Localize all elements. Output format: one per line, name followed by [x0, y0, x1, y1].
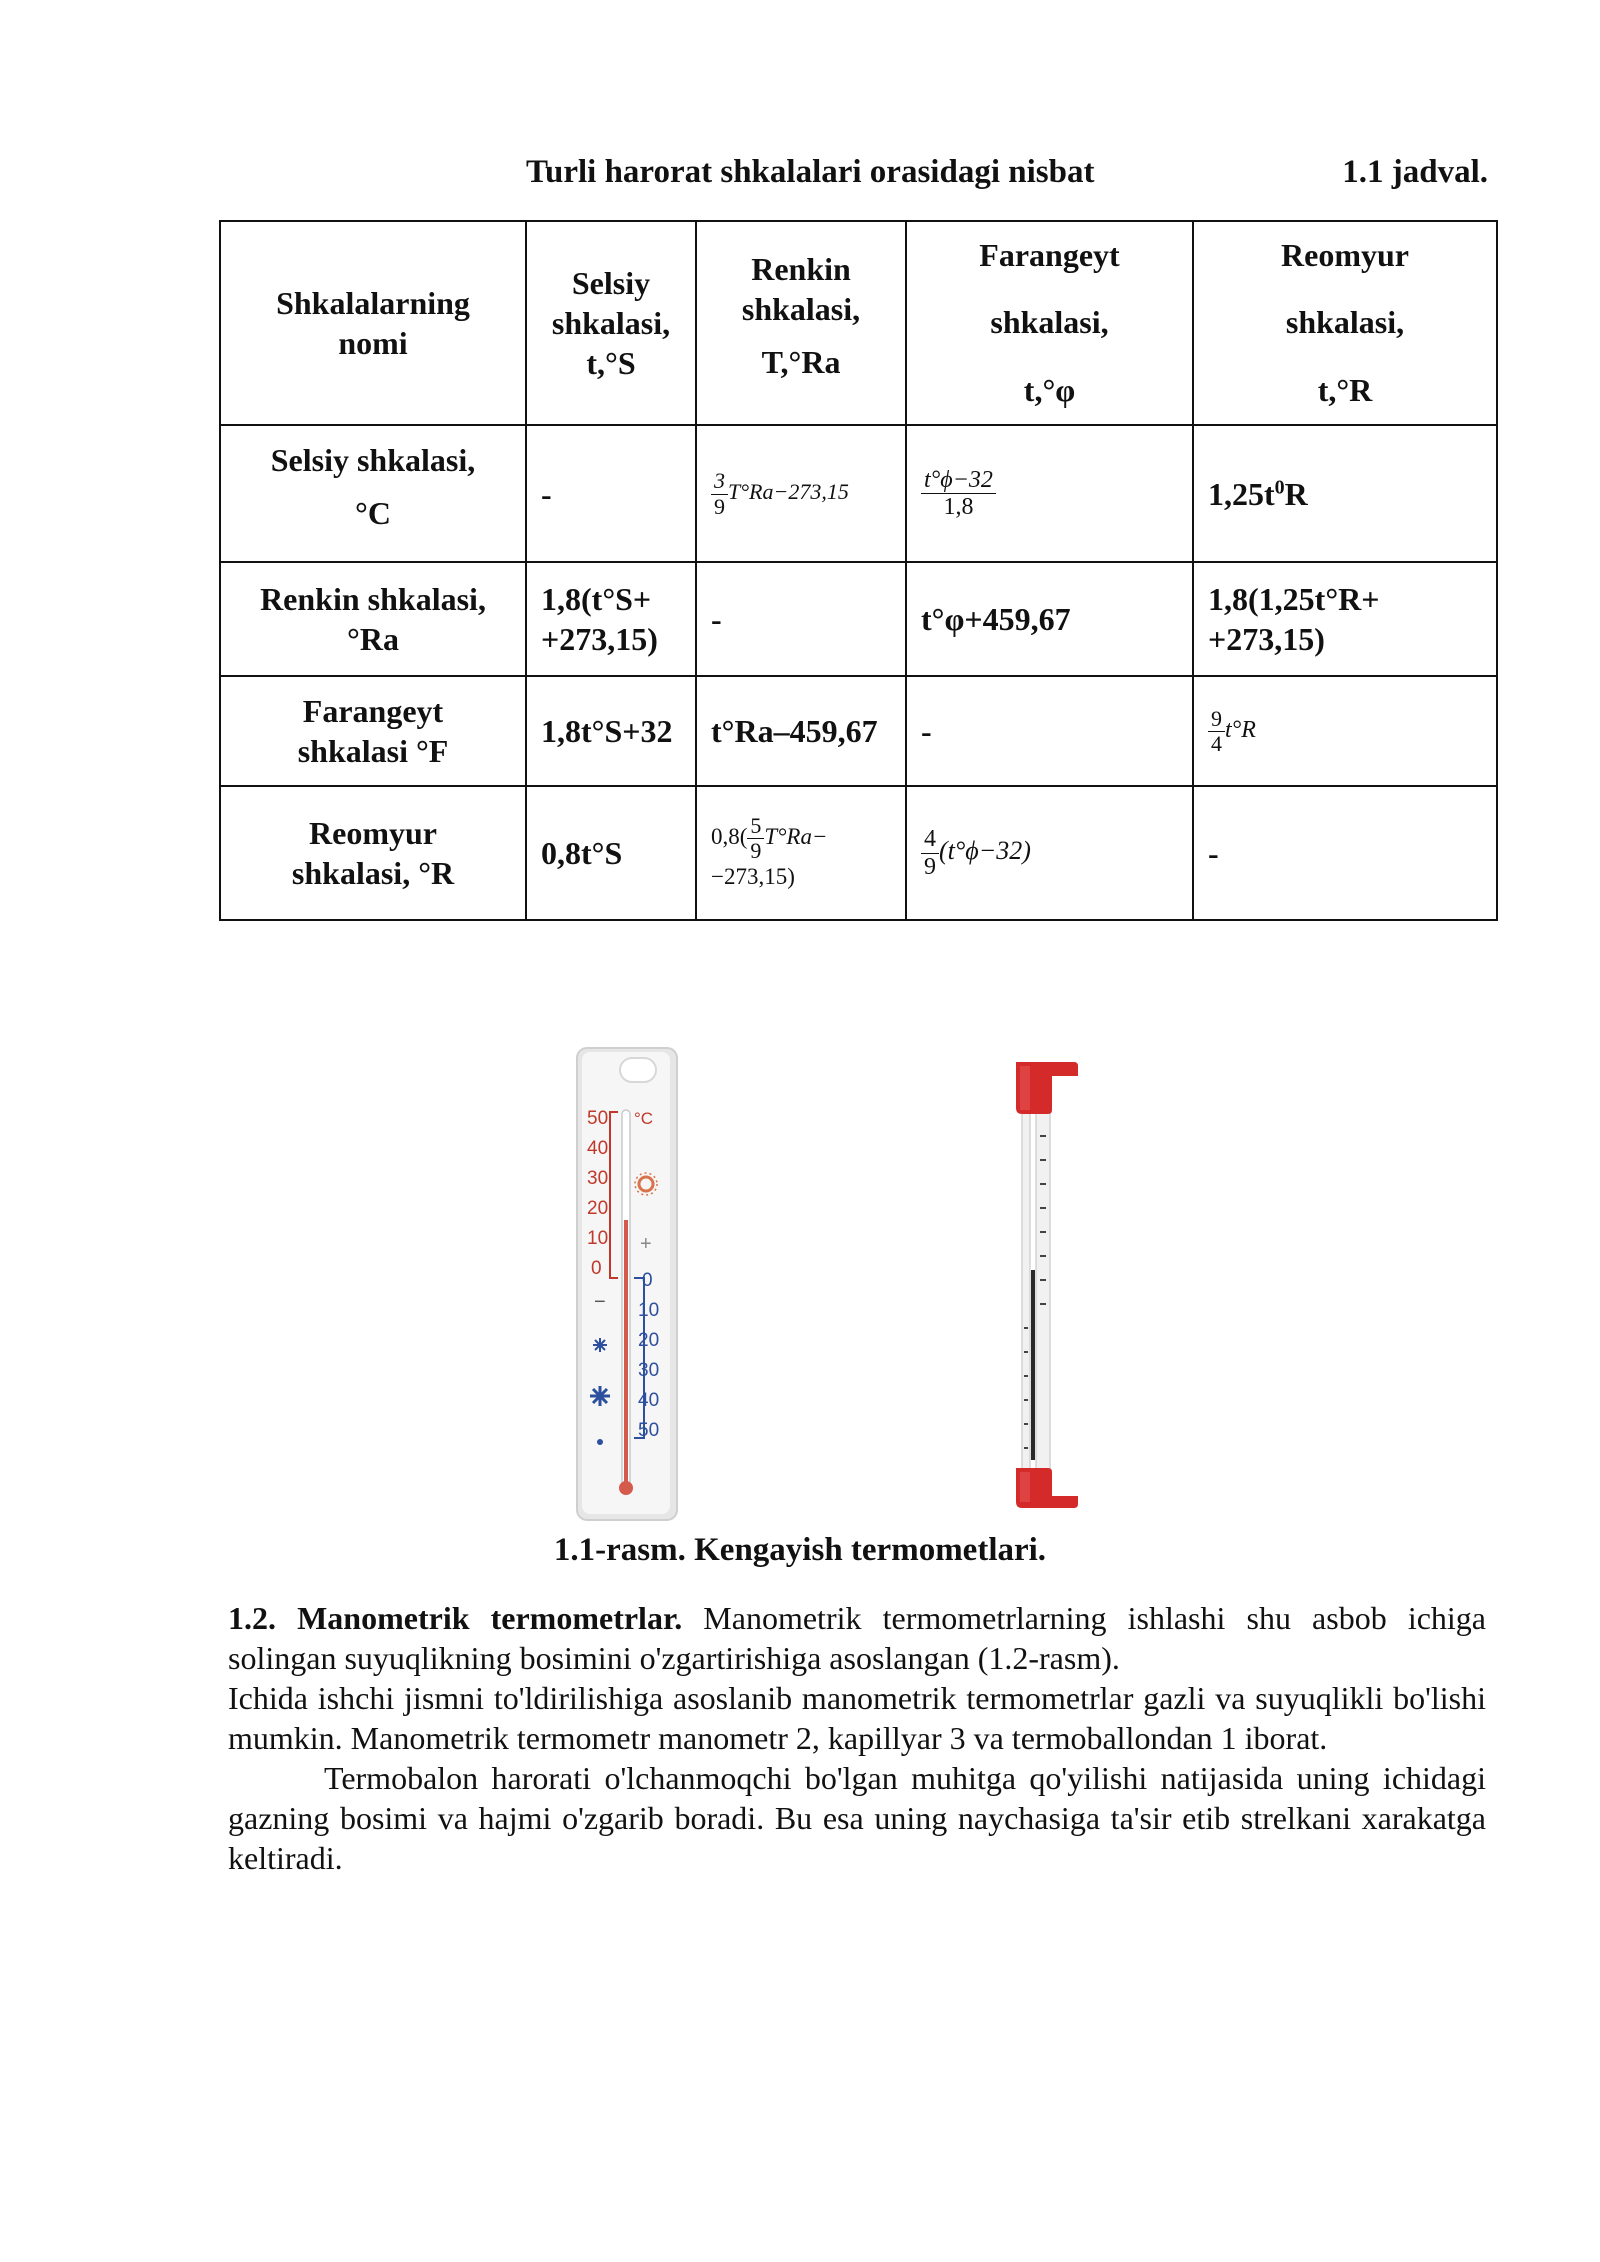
plus-sign: +: [640, 1233, 652, 1255]
body-text: [228, 1598, 1486, 1878]
snowflake-large-icon: [590, 1386, 610, 1406]
conversion-table: [219, 220, 1498, 921]
cell-reomyur-selsiy: 0,8t°S: [526, 786, 696, 920]
cold-dot-icon: [597, 1439, 603, 1445]
left-upper-tick: 50: [587, 1108, 609, 1129]
table-row: [220, 562, 1497, 676]
left-lower-tick: 20: [638, 1330, 660, 1351]
cell-farangeyt-reomyur: $\frac{9}{4}$ t°R: [1193, 676, 1497, 786]
table-caption: [220, 150, 1488, 200]
figure-caption: 1.1-rasm. Kengayish termometlari.: [553, 1532, 1047, 1568]
row-name-selsiy: Selsiy shkalasi, °C: [220, 425, 526, 562]
left-lower-tick: 0: [642, 1270, 653, 1291]
left-lower-tick: 30: [638, 1360, 660, 1381]
cell-selsiy-renkin: $\frac{3}{9}$ T°Ra−273,15: [696, 425, 906, 562]
cell-selsiy-farangeyt: $\frac{t^\circ\phi-32}{1,8}$: [906, 425, 1193, 562]
cell-renkin-reomyur: 1,8(1,25t°R+ +273,15): [1193, 562, 1497, 676]
header-renkin: Renkin shkalasi, T,°Ra: [696, 221, 906, 425]
paragraph: Ichida ishchi jismni to'ldirilishiga asoslanib manometrik termometrlar gazli va suyuqlikli bo'lishi mumkin. Manometrik termometr manometr 2, kapillyar 3 va termoballondan 1 iborat.: [228, 1680, 1486, 1756]
row-name-renkin: Renkin shkalasi, °Ra: [220, 562, 526, 676]
left-lower-tick: 50: [638, 1420, 660, 1441]
cell-renkin-selsiy: 1,8(t°S+ +273,15): [526, 562, 696, 676]
left-upper-tick: 0: [591, 1258, 602, 1279]
header-reomyur: Reomyur shkalasi, t,°R: [1193, 221, 1497, 425]
cell-renkin-farangeyt: t°φ+459,67: [906, 562, 1193, 676]
row-name-farangeyt: Farangeyt shkalasi °F: [220, 676, 526, 786]
cell-farangeyt-selsiy: 1,8t°S+32: [526, 676, 696, 786]
row-name-reomyur: Reomyur shkalasi, °R: [220, 786, 526, 920]
table-title: Turli harorat shkalalari orasidagi nisbat: [526, 154, 1095, 190]
thermometers-figure: [560, 1040, 1140, 1530]
left-upper-tick: 40: [587, 1138, 609, 1159]
left-lower-tick: 10: [638, 1300, 660, 1321]
header-selsiy: Selsiy shkalasi, t,°S: [526, 221, 696, 425]
paragraph: Termobalon harorati o'lchanmoqchi bo'lgan muhitga qo'yilishi natijasida uning ichidagi gazning bosimi va hajmi o'zgarib boradi. Bu esa uning naychasiga ta'sir etib strelkani xarakatga keltiradi.: [228, 1760, 1486, 1876]
cell-selsiy-selsiy: -: [526, 425, 696, 562]
table-row: [220, 786, 1497, 920]
left-upper-tick: 10: [587, 1228, 609, 1249]
header-farangeyt: Farangeyt shkalasi, t,°φ: [906, 221, 1193, 425]
minus-sign: −: [594, 1291, 606, 1313]
table-row: [220, 425, 1497, 562]
table-row: [220, 676, 1497, 786]
header-scale-name: Shkalalarning nomi: [220, 221, 526, 425]
section-heading: 1.2. Manometrik termometrlar.: [228, 1600, 683, 1636]
left-upper-tick: 20: [587, 1198, 609, 1219]
cell-farangeyt-renkin: t°Ra–459,67: [696, 676, 906, 786]
left-upper-tick: 30: [587, 1168, 609, 1189]
snowflake-icon: [593, 1338, 607, 1352]
unit-label: °C: [634, 1109, 654, 1128]
cell-farangeyt-farangeyt: -: [906, 676, 1193, 786]
cell-reomyur-reomyur: -: [1193, 786, 1497, 920]
cell-renkin-renkin: -: [696, 562, 906, 676]
left-lower-tick: 40: [638, 1390, 660, 1411]
left-thermometer-image: [577, 1048, 677, 1520]
cell-selsiy-reomyur: $1,25t^0R$: [1193, 425, 1497, 562]
cell-reomyur-renkin: 0,8( $\frac{5}{9}$ T°Ra− −273,15): [696, 786, 906, 920]
table-number: 1.1 jadval.: [1342, 154, 1488, 190]
cell-reomyur-farangeyt: $\frac{4}{9}$ (t°ϕ−32): [906, 786, 1193, 920]
paragraph: 1.2. Manometrik termometrlar. Manometrik termometrlarning ishlashi shu asbob ichiga solingan suyuqlikning bosimini o'zgartirishiga asoslangan (1.2-rasm).: [228, 1600, 1486, 1676]
table-header-row: [220, 221, 1497, 425]
right-thermometer-image: [1016, 1062, 1078, 1508]
